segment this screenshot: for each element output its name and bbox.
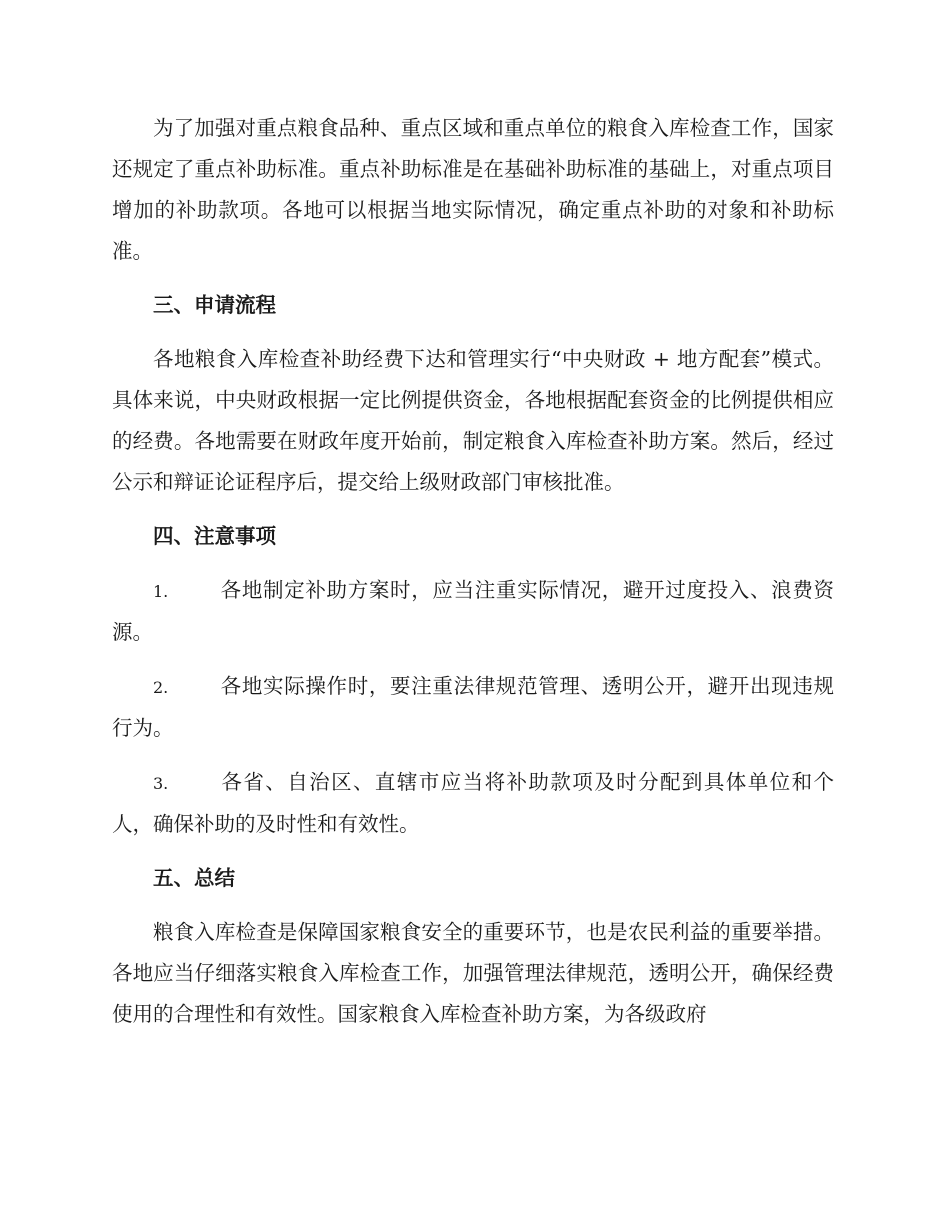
list-item-text: 各地制定补助方案时，应当注重实际情况，避开过度投入、浪费资源。 bbox=[112, 578, 834, 644]
paragraph-summary: 粮食入库检查是保障国家粮食安全的重要环节，也是农民利益的重要举措。各地应当仔细落实粮食入库检查工作，加强管理法律规范，透明公开，确保经费使用的合理性和有效性。国家粮食入库检查补助方案，为各级政府 bbox=[112, 920, 834, 1026]
document-page bbox=[112, 108, 834, 1048]
list-item bbox=[112, 762, 834, 845]
paragraph-key-subsidy: 为了加强对重点粮食品种、重点区域和重点单位的粮食入库检查工作，国家还规定了重点补助标准。重点补助标准是在基础补助标准的基础上，对重点项目增加的补助款项。各地可以根据当地实际情况，确定重点补助的对象和补助标准。 bbox=[112, 116, 834, 263]
list-item-number: 2. bbox=[153, 678, 169, 697]
heading-application-process: 三、申请流程 bbox=[153, 293, 276, 317]
list-item-number: 3. bbox=[153, 774, 169, 793]
paragraph-application-process: 各地粮食入库检查补助经费下达和管理实行“中央财政 + 地方配套”模式。具体来说，中央财政根据一定比例提供资金，各地根据配套资金的比例提供相应的经费。各地需要在财政年度开始前，制定粮食入库检查补助方案。然后，经过公示和辩证论证程序后，提交给上级财政部门审核批准。 bbox=[112, 347, 834, 494]
list-item-text: 各地实际操作时，要注重法律规范管理、透明公开，避开出现违规行为。 bbox=[112, 674, 834, 740]
heading-summary: 五、总结 bbox=[153, 866, 235, 890]
list-item bbox=[112, 666, 834, 749]
heading-notes: 四、注意事项 bbox=[153, 524, 276, 548]
list-item-number: 1. bbox=[153, 582, 169, 601]
list-item bbox=[112, 570, 834, 653]
list-item-text: 各省、自治区、直辖市应当将补助款项及时分配到具体单位和个人，确保补助的及时性和有效性。 bbox=[112, 770, 834, 836]
